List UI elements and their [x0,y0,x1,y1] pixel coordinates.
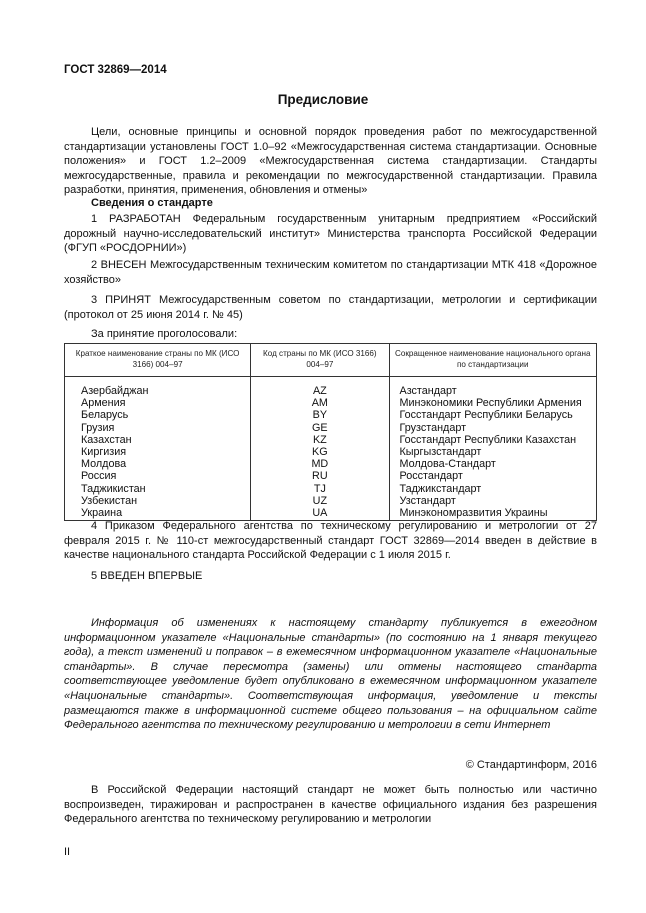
table-row [65,470,597,482]
standards-body: Госстандарт Республики Беларусь [389,409,597,421]
country-code: TJ [251,483,389,495]
item-introduced: 2 ВНЕСЕН Межгосударственным техническим комитетом по стандартизации МТК 418 «Дорожное хозяйство» [64,259,597,286]
country-code: UZ [251,495,389,507]
country-code: AZ [251,377,389,398]
country-name: Азербайджан [65,377,251,398]
page-title: Предисловие [277,92,369,107]
voted-label: За принятие проголосовали: [91,328,238,340]
table-row [65,458,597,470]
voting-countries-table [64,343,597,521]
country-name: Грузия [65,422,251,434]
table-header-body: Сокращенное наименование национального органа по стандартизации [389,344,597,377]
table-row [65,495,597,507]
table-header-code: Код страны по МК (ИСО 3166) 004–97 [251,344,389,377]
standards-body: Таджикстандарт [389,483,597,495]
country-code: KG [251,446,389,458]
standards-body: Минэкономразвития Украины [389,507,597,521]
table-row [65,409,597,421]
item-order: 4 Приказом Федерального агентства по техническому регулированию и метрологии от 27 февраля 2015 г. № 110-ст межгосударственный стандарт ГОСТ 32869—2014 введен в действие в качестве национального стандарта Российской Федерации с 1 июля 2015 г. [64,520,597,562]
standards-body: Госстандарт Республики Казахстан [389,434,597,446]
country-name: Киргизия [65,446,251,458]
country-name: Украина [65,507,251,521]
standards-body: Грузстандарт [389,422,597,434]
standards-body: Азстандарт [389,377,597,398]
standards-body: Росстандарт [389,470,597,482]
table-row [65,397,597,409]
standards-body: Кыргызстандарт [389,446,597,458]
standards-body: Молдова-Стандарт [389,458,597,470]
country-code: BY [251,409,389,421]
country-code: GE [251,422,389,434]
table-row [65,483,597,495]
country-code: AM [251,397,389,409]
table-header-row [65,344,597,377]
country-name: Молдова [65,458,251,470]
table-row [65,446,597,458]
country-name: Россия [65,470,251,482]
country-code: RU [251,470,389,482]
country-code: KZ [251,434,389,446]
changes-info-notice: Информация об изменениях к настоящему стандарту публикуется в ежегодном информационном указателе «Национальные стандарты» (по состоянию на 1 января текущего года), а текст изменений и поправок – в ежемесячном информационном указателе «Национальные стандарты». В случае пересмотра (замены) или отмены настоящего стандарта соответствующее уведомление будет опубликовано в ежемесячном информационном указателе «Национальные стандарты». Соответствующая информация, уведомление и тексты размещаются также в информационной системе общего пользования – на официальном сайте Федерального агентства по техническому регулированию и метрологии в сети Интернет [64,617,597,732]
standards-body: Минэкономики Республики Армения [389,397,597,409]
standards-body: Узстандарт [389,495,597,507]
country-name: Таджикистан [65,483,251,495]
country-code: MD [251,458,389,470]
intro-paragraph: Цели, основные принципы и основной порядок проведения работ по межгосударственной стандартизации установлены ГОСТ 1.0–92 «Межгосударственная система стандартизации. Основные положения» и ГОСТ 1.2–2009 «Межгосударственная система стандартизации. Стандарты межгосударственные, правила и рекомендации по межгосударственной стандартизации. Правила разработки, принятия, применения, обновления и отмены» [64,126,597,197]
table-header-country: Краткое наименование страны по МК (ИСО 3166) 004–97 [65,344,251,377]
item-developed: 1 РАЗРАБОТАН Федеральным государственным унитарным предприятием «Российский дорожный научно-исследовательский институт» Министерства транспорта Российской Федерации (ФГУП «РОСДОРНИИ») [64,213,597,255]
table-row [65,422,597,434]
table-row [65,434,597,446]
standard-code-header: ГОСТ 32869—2014 [64,64,167,76]
country-code: UA [251,507,389,521]
item-first-time: 5 ВВЕДЕН ВПЕРВЫЕ [91,570,203,582]
table-row [65,377,597,398]
info-heading: Сведения о стандарте [91,197,213,209]
country-name: Беларусь [65,409,251,421]
legal-notice: В Российской Федерации настоящий стандарт не может быть полностью или частично воспроизведен, тиражирован и распространен в качестве официального издания без разрешения Федерального агентства по техническому регулированию и метрологии [64,784,597,826]
item-adopted: 3 ПРИНЯТ Межгосударственным советом по стандартизации, метрологии и сертификации (протокол от 25 июня 2014 г. № 45) [64,294,597,321]
country-name: Казахстан [65,434,251,446]
country-name: Узбекистан [65,495,251,507]
copyright: © Стандартинформ, 2016 [465,759,597,771]
page-number: II [64,846,71,858]
country-name: Армения [65,397,251,409]
